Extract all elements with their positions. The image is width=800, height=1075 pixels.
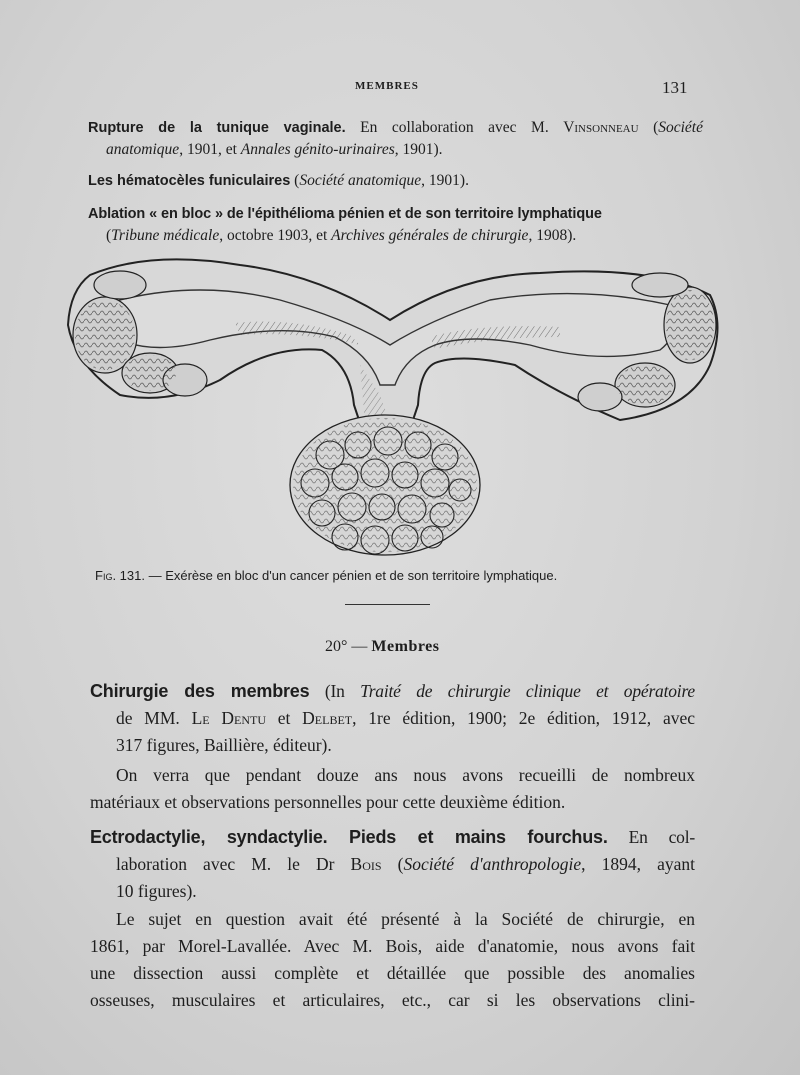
- paragraph-ectrodactylie: Le sujet en question avait été présenté à la Société de chirurgie, en 1861, par Morel-Lavallée. Avec M. Bois, aide d'anatomie, nous avons fait une dissection aussi complète et détaillée que possible des anomalies osseuses, musculaires et articulaires, etc., car si les observations clini-: [90, 909, 695, 1010]
- author-name: Delbet: [302, 708, 353, 728]
- entry-title: Ablation « en bloc » de l'épithélioma pénien et de son territoire lymphatique: [88, 206, 602, 222]
- entry-title: Rupture de la tunique vaginale.: [88, 120, 346, 136]
- entry-rupture-tunique: Rupture de la tunique vaginale. En collaboration avec M. Vinsonneau (Société anatomique, 1901, et Annales génito-urinaires, 1901).: [88, 119, 703, 158]
- running-head: MEMBRES: [355, 80, 419, 92]
- section-title: Membres: [371, 638, 440, 655]
- author-name: Bois: [350, 854, 382, 874]
- author-name: Le Dentu: [191, 708, 266, 728]
- book-title: Traité de chirurgie clinique et opératoire: [360, 681, 696, 701]
- section-divider: [345, 604, 430, 605]
- entry-title: Chirurgie des membres: [90, 681, 310, 701]
- entry-title: Les hématocèles funiculaires: [88, 173, 291, 189]
- section-number: 20°: [325, 638, 348, 655]
- page-number: 131: [662, 78, 688, 97]
- author-name: Vinsonneau: [563, 119, 639, 136]
- entry-ectrodactylie: Ectrodactylie, syndactylie. Pieds et mains fourchus. En col- laboration avec M. le Dr Bois (Société d'anthropologie, 1894, ayant 10 figures).: [90, 827, 695, 901]
- entry-title: Ectrodactylie, syndactylie. Pieds et mains fourchus.: [90, 827, 608, 847]
- entry-chirurgie-membres: Chirurgie des membres (In Traité de chirurgie clinique et opératoire de MM. Le Dentu et Delbet, 1re édition, 1900; 2e édition, 1912, avec 317 figures, Baillière, éditeur).: [90, 681, 696, 755]
- figure-label: Fig. 131.: [95, 568, 145, 583]
- entry-hematoceles: Les hématocèles funiculaires (Société anatomique, 1901).: [88, 172, 469, 189]
- paragraph-chirurgie: On verra que pendant douze ans nous avons recueilli de nombreux matériaux et observations personnelles pour cette deuxième édition.: [90, 765, 695, 812]
- surgical-specimen-illustration: [60, 245, 730, 575]
- section-heading: 20° — Membres: [325, 638, 440, 655]
- entry-ablation-en-bloc: Ablation « en bloc » de l'épithélioma pénien et de son territoire lymphatique (Tribune médicale, octobre 1903, et Archives générales de chirurgie, 1908).: [88, 206, 602, 244]
- figure-caption: Fig. 131. — Exérèse en bloc d'un cancer pénien et de son territoire lymphatique.: [95, 568, 558, 583]
